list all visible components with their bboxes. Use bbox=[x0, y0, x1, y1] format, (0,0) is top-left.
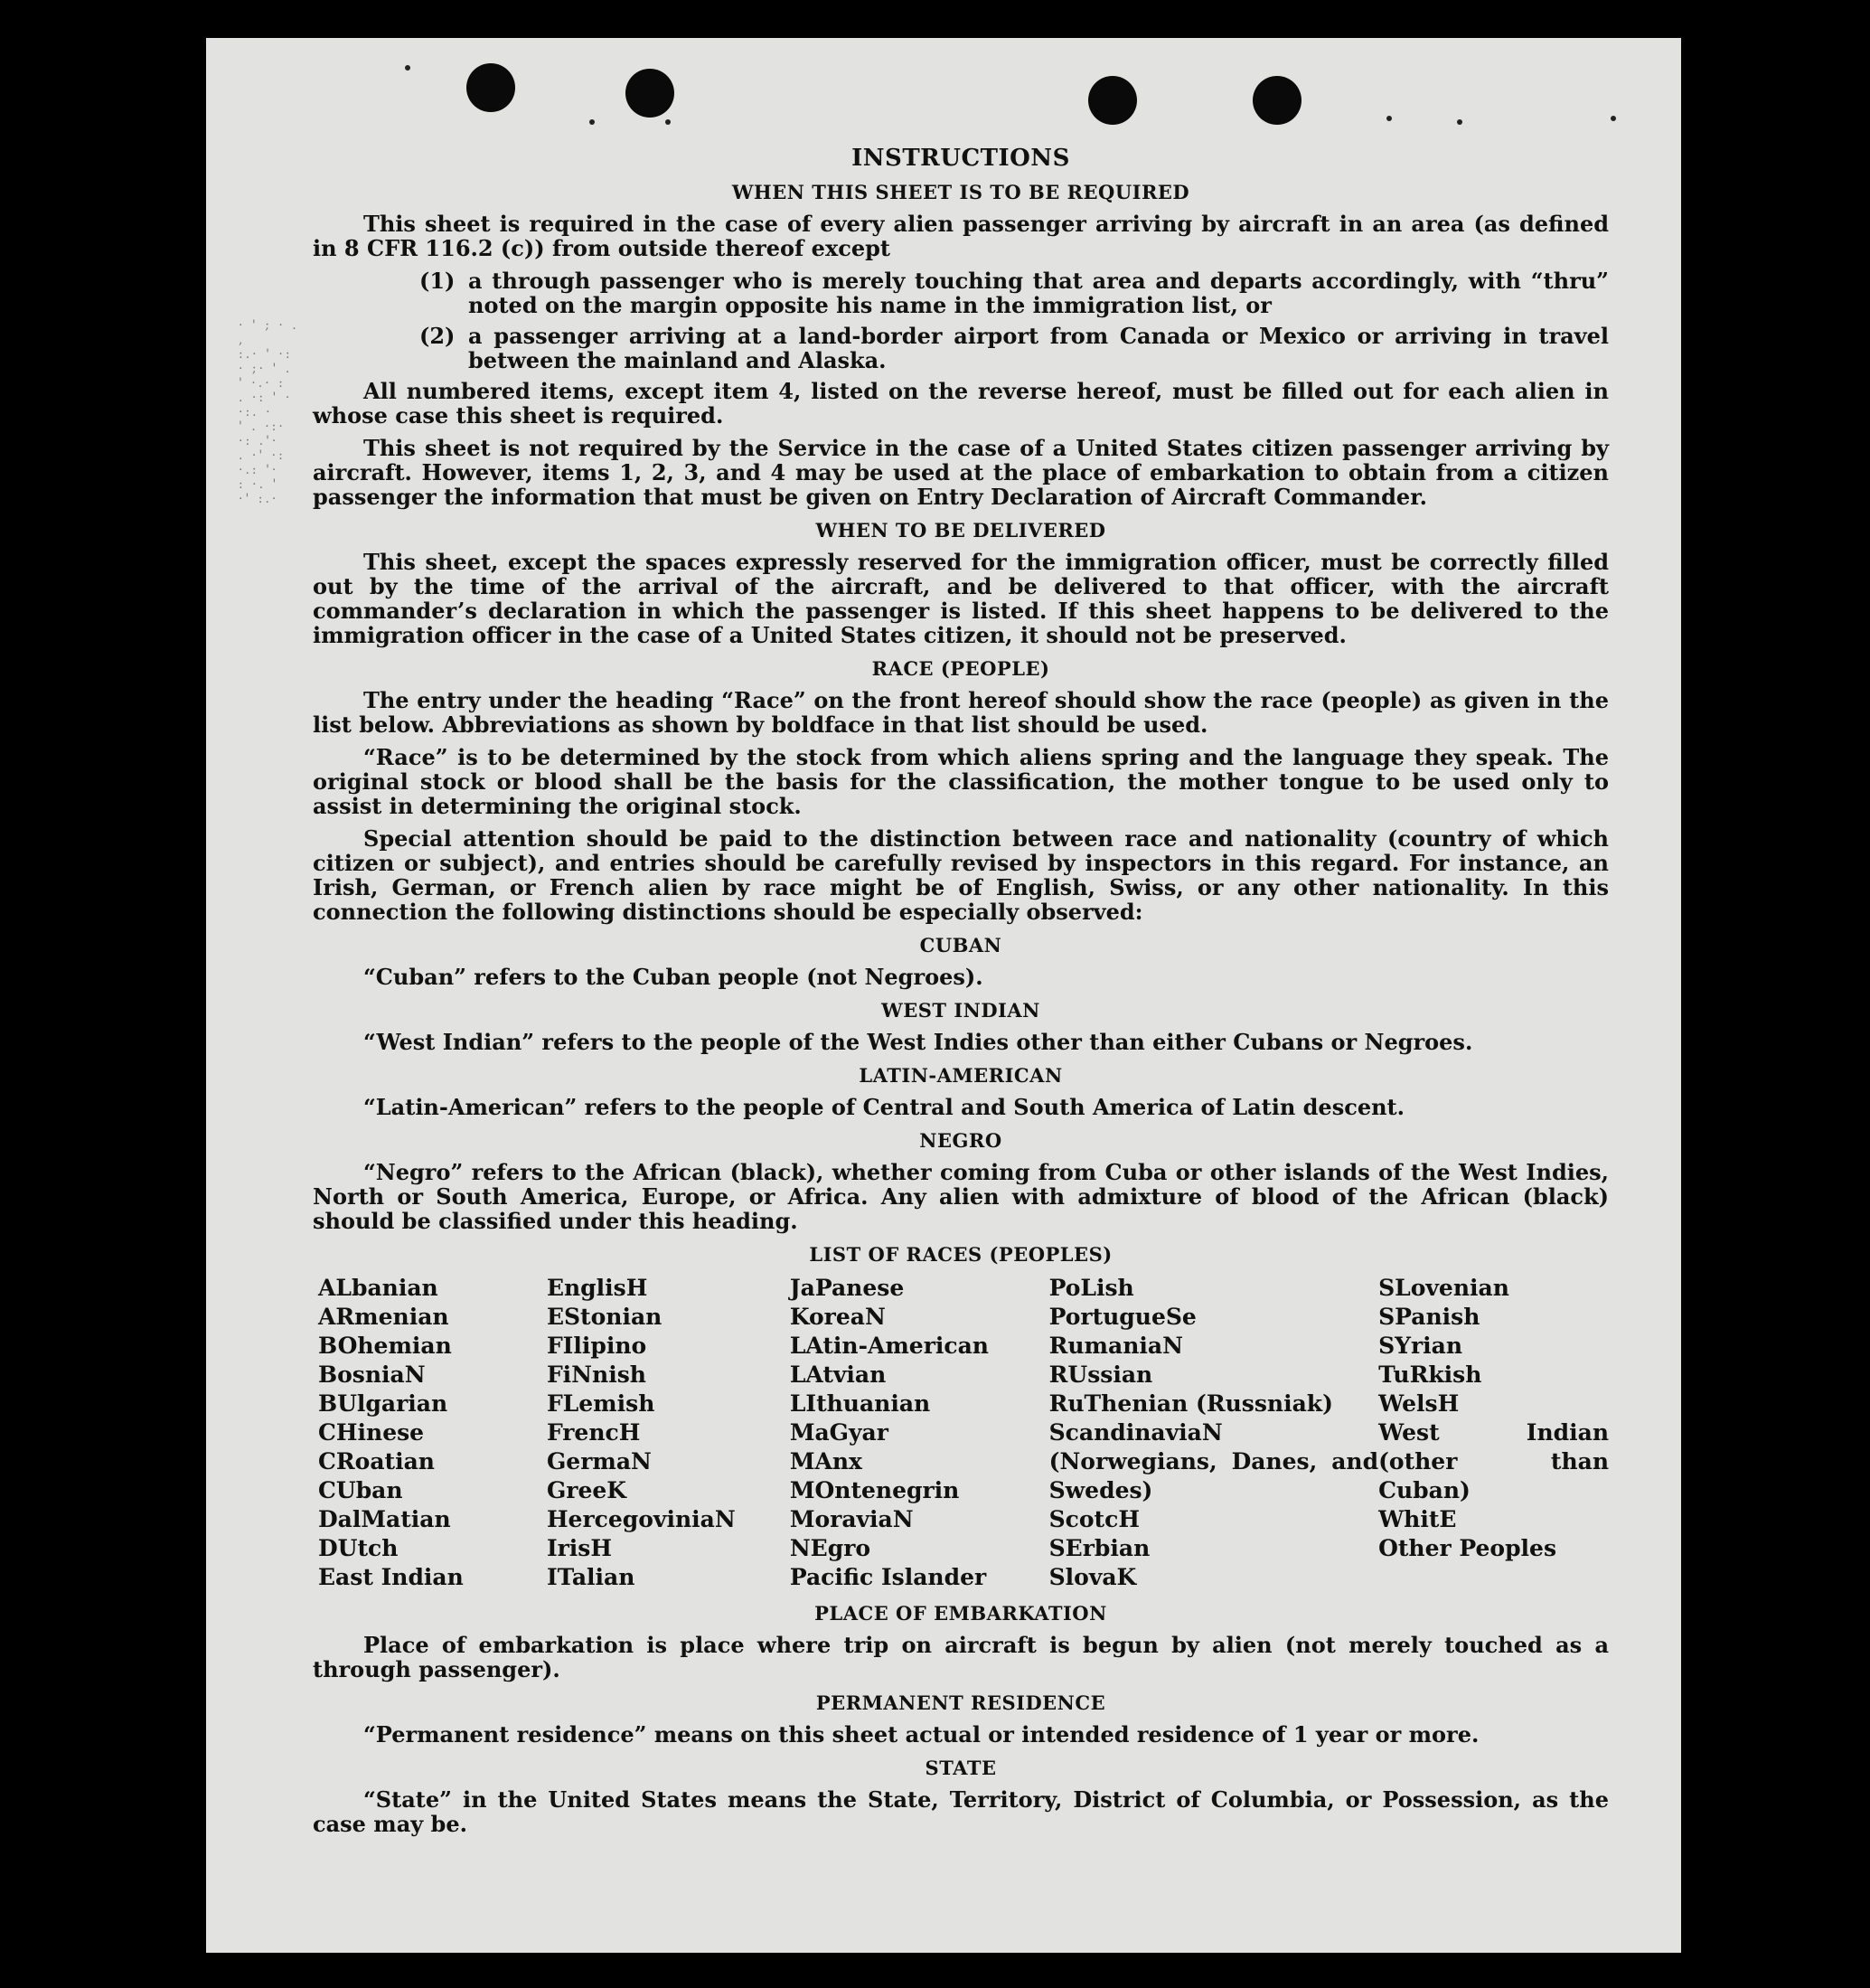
paragraph: “Race” is to be determined by the stock from which aliens spring and the language they speak. The original stock or blood shall be the basis for the classification, the mother tongue to be used only to assist in determining the original stock. bbox=[313, 744, 1609, 819]
race-entry: ScotcH bbox=[1048, 1506, 1140, 1532]
race-entry: RuThenian (Russniak) bbox=[1048, 1390, 1333, 1417]
item-number: (1) bbox=[419, 268, 456, 294]
race-entry: ScandinaviaN (Norwegians, Danes, and Swedes) bbox=[1048, 1419, 1379, 1503]
exception-item-2 bbox=[419, 324, 1609, 372]
heading-list-of-races: LIST OF RACES (PEOPLES) bbox=[809, 1243, 1113, 1266]
race-entry: MAnx bbox=[789, 1448, 862, 1475]
heading-cuban: CUBAN bbox=[919, 934, 1002, 956]
race-entry: CUban bbox=[318, 1477, 403, 1503]
heading-when-required: WHEN THIS SHEET IS TO BE REQUIRED bbox=[731, 181, 1190, 203]
race-entry: SPanish bbox=[1378, 1304, 1480, 1330]
paragraph: The entry under the heading “Race” on the front hereof should show the race (people) as given in the list below. Abbreviations as shown by boldface in that list should be used. bbox=[313, 687, 1609, 738]
ink-smudge: · ' ; · . , :.· ' ·: · ;· ' . ' ·.· : . ·: ' · ·:. · ' . ·:· ·: .'· . ·' ·: ·.: '· : ·. ' ·' :.· bbox=[239, 318, 299, 506]
paragraph: This sheet, except the spaces expressly reserved for the immigration officer, must be correctly filled out by the time of the arrival of the aircraft, and be delivered to that officer, with the aircraft commander’s declaration in which the passenger is listed. If this sheet happens to be delivered to the immigration officer in the case of a United States citizen, it should not be preserved. bbox=[313, 549, 1609, 648]
race-entry: MoraviaN bbox=[789, 1506, 914, 1532]
race-entry: BOhemian bbox=[318, 1333, 452, 1359]
race-entry: FiNnish bbox=[546, 1361, 646, 1388]
instructions-text bbox=[313, 108, 1609, 1844]
race-entry: BUlgarian bbox=[318, 1390, 448, 1417]
heading-permanent-residence: PERMANENT RESIDENCE bbox=[815, 1691, 1106, 1714]
speck bbox=[1611, 116, 1616, 121]
race-entry: BosniaN bbox=[318, 1361, 426, 1388]
race-entry: FLemish bbox=[546, 1390, 655, 1417]
race-entry: CHinese bbox=[318, 1419, 425, 1446]
race-entry: EnglisH bbox=[546, 1275, 648, 1301]
race-entry: SlovaK bbox=[1048, 1564, 1137, 1590]
race-entry: LIthuanian bbox=[789, 1390, 931, 1417]
race-entry: WelsH bbox=[1378, 1390, 1460, 1417]
heading-state: STATE bbox=[925, 1757, 997, 1779]
race-entry: SLovenian bbox=[1378, 1275, 1509, 1301]
race-entry: PortugueSe bbox=[1048, 1304, 1197, 1330]
race-entry: DUtch bbox=[318, 1535, 399, 1561]
race-entry: SErbian bbox=[1048, 1535, 1151, 1561]
race-entry: GreeK bbox=[546, 1477, 626, 1503]
race-entry: ARmenian bbox=[318, 1304, 449, 1330]
exception-item-1 bbox=[419, 269, 1609, 317]
paragraph: This sheet is not required by the Service in the case of a United States citizen passenger arriving by aircraft. However, items 1, 2, 3, and 4 may be used at the place of embarkation to obtain from a citizen passenger the information that must be given on Entry Declaration of Aircraft Commander. bbox=[313, 435, 1609, 510]
race-column-4 bbox=[1049, 1274, 1378, 1592]
race-column-1 bbox=[318, 1274, 547, 1592]
race-entry: DalMatian bbox=[318, 1506, 451, 1532]
item-text: a passenger arriving at a land-border airport from Canada or Mexico or arriving in travel between the mainland and Alaska. bbox=[468, 323, 1609, 373]
race-column-5 bbox=[1378, 1274, 1609, 1592]
race-entry: MOntenegrin bbox=[789, 1477, 960, 1503]
race-entry: MaGyar bbox=[789, 1419, 888, 1446]
race-entry: Other Peoples bbox=[1378, 1535, 1557, 1561]
document-page bbox=[206, 38, 1681, 1953]
race-entry: FIlipino bbox=[546, 1333, 647, 1359]
race-entry: IrisH bbox=[546, 1535, 612, 1561]
race-entry: SYrian bbox=[1378, 1333, 1463, 1359]
race-entry: RumaniaN bbox=[1048, 1333, 1183, 1359]
race-column-2 bbox=[547, 1274, 790, 1592]
race-entry: EStonian bbox=[546, 1304, 662, 1330]
race-entry: PoLish bbox=[1048, 1275, 1134, 1301]
race-entry: CRoatian bbox=[318, 1448, 435, 1475]
punch-hole bbox=[466, 63, 515, 112]
definition-permanent-residence: “Permanent residence” means on this sheet actual or intended residence of 1 year or more. bbox=[363, 1721, 1480, 1748]
definition-cuban: “Cuban” refers to the Cuban people (not Negroes). bbox=[363, 964, 983, 990]
heading-west-indian: WEST INDIAN bbox=[881, 999, 1040, 1022]
page-title: INSTRUCTIONS bbox=[851, 145, 1070, 172]
item-text: a through passenger who is merely touching that area and departs accordingly, with “thru” noted on the margin opposite his name in the immigration list, or bbox=[468, 268, 1609, 318]
race-entry: FrencH bbox=[546, 1419, 641, 1446]
heading-when-delivered: WHEN TO BE DELIVERED bbox=[815, 519, 1106, 542]
race-entry: West Indian (other than Cuban) bbox=[1378, 1419, 1609, 1503]
definition-latin-american: “Latin-American” refers to the people of Central and South America of Latin descent. bbox=[363, 1094, 1405, 1120]
race-list bbox=[318, 1274, 1609, 1592]
race-entry: Pacific Islander bbox=[789, 1564, 987, 1590]
race-entry: NEgro bbox=[789, 1535, 871, 1561]
definition-negro: “Negro” refers to the African (black), whether coming from Cuba or other islands of the West Indies, North or South America, Europe, or Africa. Any alien with admixture of blood of the African (black) should be classified under this heading. bbox=[313, 1159, 1609, 1234]
race-column-3 bbox=[790, 1274, 1049, 1592]
race-entry: ITalian bbox=[546, 1564, 635, 1590]
item-number: (2) bbox=[419, 323, 456, 349]
race-entry: JaPanese bbox=[789, 1275, 905, 1301]
heading-latin-american: LATIN-AMERICAN bbox=[859, 1064, 1063, 1087]
definition-embarkation: Place of embarkation is place where trip on aircraft is begun by alien (not merely touched as a through passenger). bbox=[313, 1632, 1609, 1682]
race-entry: East Indian bbox=[318, 1564, 464, 1590]
definition-state: “State” in the United States means the State, Territory, District of Columbia, or Possession, as the case may be. bbox=[313, 1786, 1609, 1837]
race-entry: KoreaN bbox=[789, 1304, 886, 1330]
paragraph: This sheet is required in the case of every alien passenger arriving by aircraft in an area (as defined in 8 CFR 116.2 (c)) from outside thereof except bbox=[313, 211, 1609, 261]
race-entry: WhitE bbox=[1378, 1506, 1457, 1532]
heading-race: RACE (PEOPLE) bbox=[871, 657, 1050, 680]
heading-negro: NEGRO bbox=[919, 1129, 1002, 1152]
race-entry: RUssian bbox=[1048, 1361, 1153, 1388]
race-entry: LAtvian bbox=[789, 1361, 887, 1388]
race-entry: ALbanian bbox=[318, 1275, 438, 1301]
speck bbox=[405, 65, 410, 71]
heading-embarkation: PLACE OF EMBARKATION bbox=[814, 1602, 1107, 1625]
paragraph: All numbered items, except item 4, listed on the reverse hereof, must be filled out for each alien in whose case this sheet is required. bbox=[313, 378, 1609, 429]
race-entry: GermaN bbox=[546, 1448, 652, 1475]
race-entry: TuRkish bbox=[1378, 1361, 1482, 1388]
definition-west-indian: “West Indian” refers to the people of the West Indies other than either Cubans or Negroes. bbox=[363, 1029, 1473, 1055]
paragraph: Special attention should be paid to the distinction between race and nationality (country of which citizen or subject), and entries should be carefully revised by inspectors in this regard. For instance, an Irish, German, or French alien by race might be of English, Swiss, or any other nationality. In this connection the following distinctions should be especially observed: bbox=[313, 825, 1609, 925]
race-entry: HercegoviniaN bbox=[546, 1506, 736, 1532]
race-entry: LAtin-American bbox=[789, 1333, 989, 1359]
